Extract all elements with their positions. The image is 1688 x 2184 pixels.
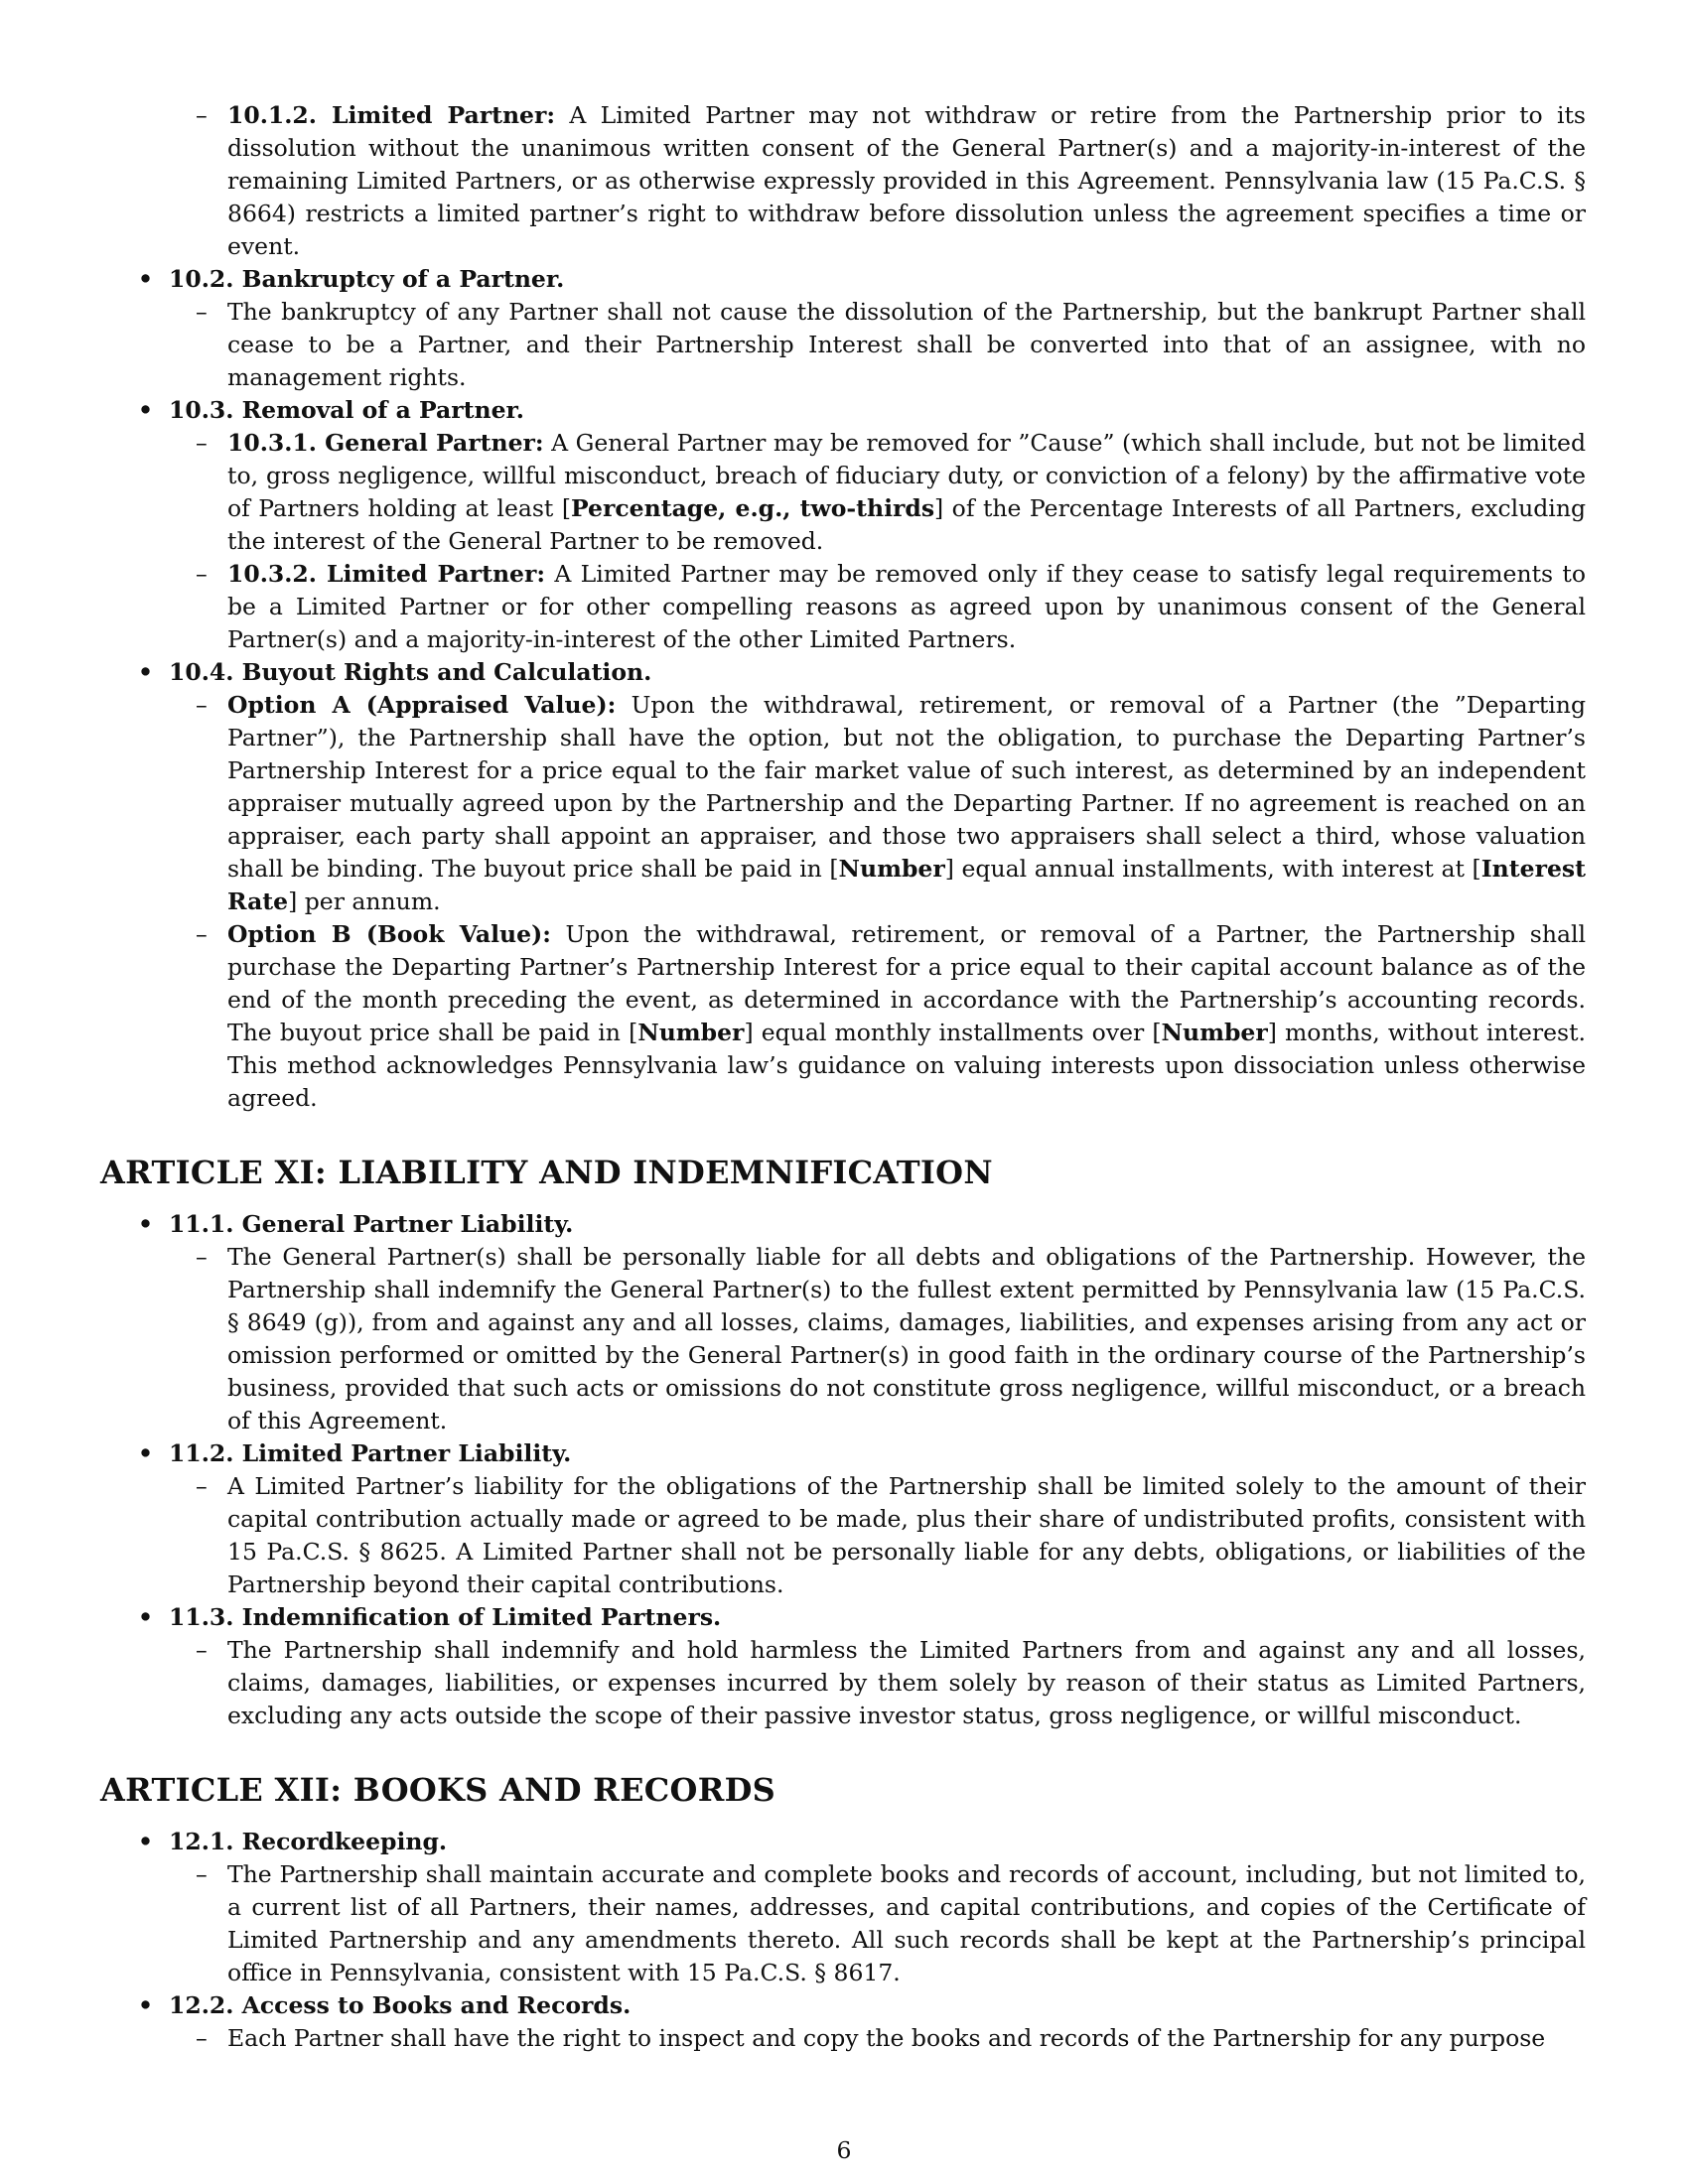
clause-text: A Limited Partner’s liability for the obligations of the Partnership shall be limited solely to the amount of their capital contribution actually made or agreed to be made, plus their share of undistributed profits, consistent with 15 Pa.C.S. § 8625. A Limited Partner shall not be personally liable for any debts, obligations, or liabilities of the Partnership beyond their capital contributions. — [227, 1472, 1586, 1598]
clause-text: ] months, without interest. This method acknowledges Pennsylvania law’s guidance on valuing interests upon dissociation unless otherwise agreed. — [227, 1019, 1586, 1112]
section-heading: 12.1. Recordkeeping. — [169, 1828, 448, 1855]
dash-marker: – — [196, 691, 208, 719]
clause-12-2-text — [100, 2022, 1586, 2055]
clause-label: 10.1.2. Limited Partner: — [227, 101, 556, 129]
clause-text: A Limited Partner may be removed only if they cease to satisfy legal requirements to be a Limited Partner or for other compelling reasons as agreed upon by unanimous consent of the General Partner(s) and a majority-in-interest of the other Limited Partners. — [227, 560, 1586, 653]
clause-label: Option A (Appraised Value): — [227, 691, 617, 719]
section-heading: 10.4. Buyout Rights and Calculation. — [169, 658, 652, 686]
clause-12-1-text — [100, 1858, 1586, 1989]
clause-text: Upon the withdrawal, retirement, or removal of a Partner (the ”Departing Partner”), the Partnership shall have the option, but not the obligation, to purchase the Departing Partner’s Partnership Interest for a price equal to the fair market value of such interest, as determined by an independent appraiser mutually agreed upon by the Partnership and the Departing Partner. If no agreement is reached on an appraiser, each party shall appoint an appraiser, and those two appraisers shall select a third, whose valuation shall be binding. The buyout price shall be paid in [ — [227, 691, 1586, 883]
dash-marker: – — [196, 1243, 208, 1271]
clause-text: A General Partner may be removed for ”Cause” (which shall include, but not be limited to, gross negligence, willful misconduct, breach of fiduciary duty, or conviction of a felony) by the affirmative vote of Partners holding at least [ — [227, 429, 1586, 522]
article-12-title: ARTICLE XII: BOOKS AND RECORDS — [100, 1771, 776, 1809]
clause-11-2-text — [100, 1470, 1586, 1601]
bullet-marker: • — [138, 265, 154, 293]
clause-text: ] of the Percentage Interests of all Partners, excluding the interest of the General Partner to be removed. — [227, 494, 1586, 555]
clause-label: Option B (Book Value): — [227, 920, 551, 948]
section-11-3 — [100, 1601, 1586, 1634]
clause-option-a — [100, 689, 1586, 918]
clause-10-3-1 — [100, 427, 1586, 558]
section-heading: 11.1. General Partner Liability. — [169, 1210, 574, 1238]
section-10-3 — [100, 394, 1586, 427]
clause-text: The Partnership shall indemnify and hold harmless the Limited Partners from and against any and all losses, claims, damages, liabilities, or expenses incurred by them solely by reason of their status as Limited Partners, excluding any acts outside the scope of their passive investor status, gross negligence, or willful misconduct. — [227, 1636, 1586, 1729]
clause-11-1-text — [100, 1241, 1586, 1437]
clause-10-1-2 — [100, 99, 1586, 263]
section-heading: 10.3. Removal of a Partner. — [169, 396, 524, 424]
dash-marker: – — [196, 101, 208, 129]
placeholder-percentage: Percentage, e.g., two-thirds — [571, 494, 935, 522]
page-number: 6 — [836, 2136, 852, 2164]
clause-text: ] per annum. — [288, 887, 441, 915]
section-11-2 — [100, 1437, 1586, 1470]
section-11-1 — [100, 1208, 1586, 1241]
clause-text: ] equal monthly installments over [ — [744, 1019, 1162, 1046]
section-12-1 — [100, 1826, 1586, 1858]
section-heading: 11.2. Limited Partner Liability. — [169, 1439, 572, 1467]
clause-10-3-2 — [100, 558, 1586, 656]
clause-text: Each Partner shall have the right to inspect and copy the books and records of the Partnership for any purpose — [227, 2024, 1546, 2052]
placeholder-number: Number — [637, 1019, 745, 1046]
section-heading: 10.2. Bankruptcy of a Partner. — [169, 265, 565, 293]
dash-marker: – — [196, 429, 208, 457]
bullet-marker: • — [138, 1991, 154, 2019]
bullet-marker: • — [138, 1603, 154, 1631]
clause-label: 10.3.1. General Partner: — [227, 429, 544, 457]
section-10-2 — [100, 263, 1586, 296]
placeholder-number: Number — [1161, 1019, 1268, 1046]
dash-marker: – — [196, 2024, 208, 2052]
dash-marker: – — [196, 1636, 208, 1664]
clause-option-b — [100, 918, 1586, 1115]
bullet-marker: • — [138, 1210, 154, 1238]
clause-text: Upon the withdrawal, retirement, or removal of a Partner, the Partnership shall purchase the Departing Partner’s Partnership Interest for a price equal to their capital account balance as of the end of the month preceding the event, as determined in accordance with the Partnership’s accounting records. The buyout price shall be paid in [ — [227, 920, 1587, 1046]
clause-text: The Partnership shall maintain accurate and complete books and records of account, including, but not limited to, a current list of all Partners, their names, addresses, and capital contributions, and copies of the Certificate of Limited Partnership and any amendments thereto. All such records shall be kept at the Partnership’s principal office in Pennsylvania, consistent with 15 Pa.C.S. § 8617. — [227, 1860, 1586, 1986]
placeholder-number: Number — [838, 855, 945, 883]
dash-marker: – — [196, 298, 208, 326]
section-heading: 12.2. Access to Books and Records. — [169, 1991, 632, 2019]
section-12-2 — [100, 1989, 1586, 2022]
clause-label: 10.3.2. Limited Partner: — [227, 560, 546, 588]
dash-marker: – — [196, 560, 208, 588]
section-heading: 11.3. Indemnification of Limited Partners. — [169, 1603, 722, 1631]
clause-text: The General Partner(s) shall be personally liable for all debts and obligations of the Partnership. However, the Partnership shall indemnify the General Partner(s) to the fullest extent permitted by Pennsylvania law (15 Pa.C.S. § 8649 (g)), from and against any and all losses, claims, damages, liabilities, and expenses arising from any act or omission performed or omitted by the General Partner(s) in good faith in the ordinary course of the Partnership’s business, provided that such acts or omissions do not constitute gross negligence, willful misconduct, or a breach of this Agreement. — [227, 1243, 1586, 1434]
bullet-marker: • — [138, 658, 154, 686]
clause-10-2-text — [100, 296, 1586, 394]
section-10-4 — [100, 656, 1586, 689]
clause-text: ] equal annual installments, with interest at [ — [944, 855, 1481, 883]
article-11-title: ARTICLE XI: LIABILITY AND INDEMNIFICATION — [100, 1154, 993, 1191]
bullet-marker: • — [138, 396, 154, 424]
dash-marker: – — [196, 920, 208, 948]
page-content — [100, 99, 1586, 2055]
clause-11-3-text — [100, 1634, 1586, 1732]
clause-text: The bankruptcy of any Partner shall not cause the dissolution of the Partnership, but the bankrupt Partner shall cease to be a Partner, and their Partnership Interest shall be converted into that of an assignee, with no management rights. — [227, 298, 1586, 391]
clause-text: A Limited Partner may not withdraw or retire from the Partnership prior to its dissolution without the unanimous written consent of the General Partner(s) and a majority-in-interest of the remaining Limited Partners, or as otherwise expressly provided in this Agreement. Pennsylvania law (15 Pa.C.S. § 8664) restricts a limited partner’s right to withdraw before dissolution unless the agreement specifies a time or event. — [227, 101, 1586, 260]
placeholder-interest-rate: Interest Rate — [227, 855, 1586, 915]
bullet-marker: • — [138, 1439, 154, 1467]
dash-marker: – — [196, 1472, 208, 1500]
bullet-marker: • — [138, 1828, 154, 1855]
dash-marker: – — [196, 1860, 208, 1888]
